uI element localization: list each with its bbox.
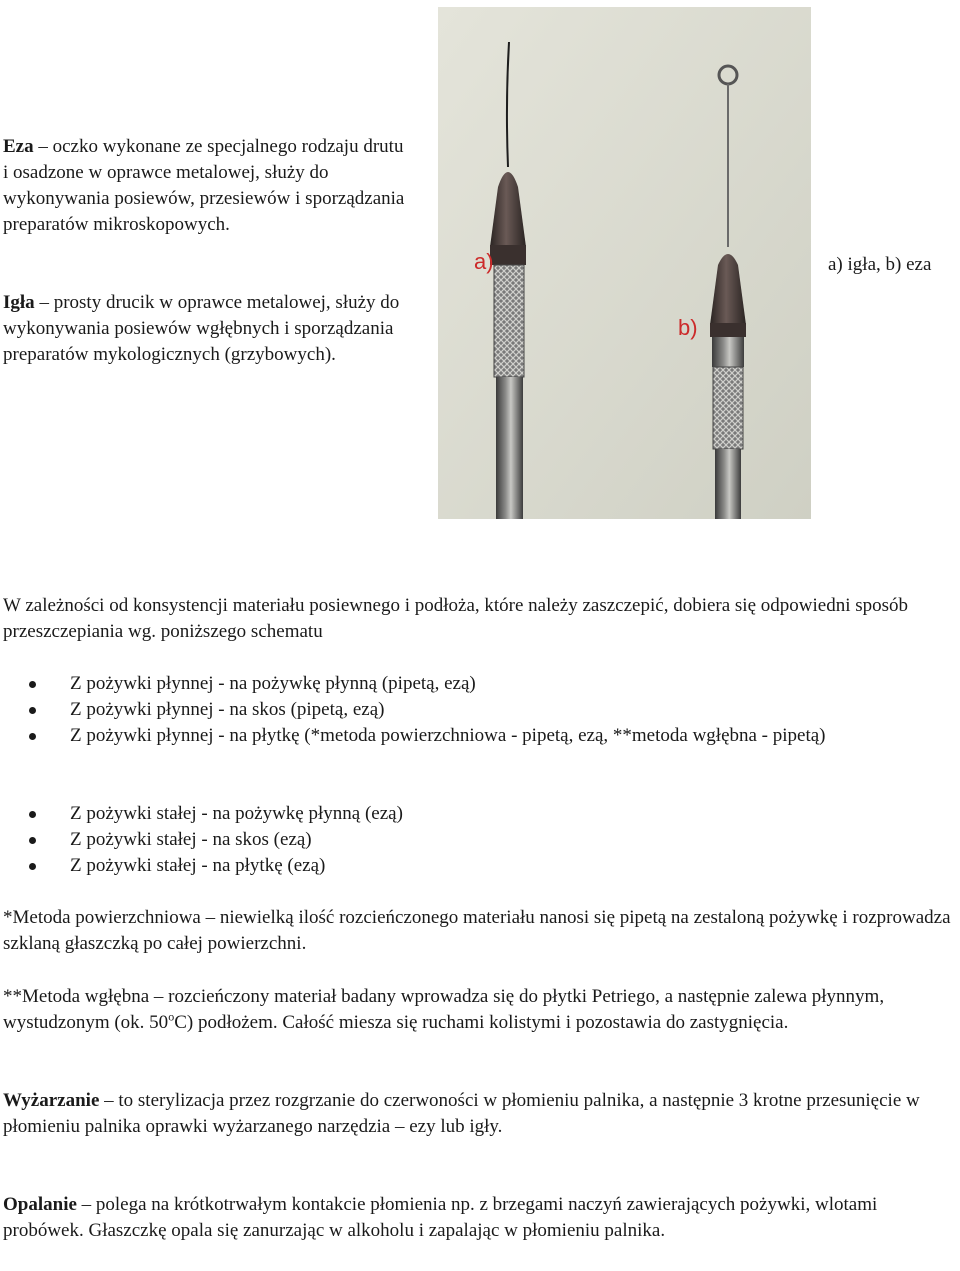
schema-intro-paragraph — [3, 593, 953, 645]
schema-intro-text: W zależności od konsystencji materiału posiewnego i podłoża, które należy zaszczepić, dobiera się odpowiedni sposób przeszczepiania wg. poniższego schematu — [3, 595, 909, 642]
list-item: Z pożywki płynnej - na skos (pipetą, ezą) — [3, 697, 833, 723]
list-item: Z pożywki stałej - na skos (ezą) — [3, 827, 833, 853]
term-wyzarzanie: Wyżarzanie — [3, 1090, 100, 1111]
list-item: Z pożywki stałej - na pożywkę płynną (ezą) — [3, 801, 833, 827]
wyzarzanie-paragraph — [3, 1088, 953, 1140]
list-item: Z pożywki płynnej - na pożywkę płynną (pipetą, ezą) — [3, 671, 833, 697]
needle-and-loop-photo — [438, 7, 811, 519]
wyzarzanie-definition: – to sterylizacja przez rozgrzanie do czerwoności w płomieniu palnika, a następnie 3 krotne przesunięcie w płomieniu palnika oprawki wyżarzanego narzędzia – ezy lub igły. — [3, 1090, 920, 1137]
deep-method-text-start: **Metoda wgłębna – rozcieńczony materiał badany wprowadza się do płytki Petriego, a następnie zalewa płynnym, wystudzonym (ok. 50 — [3, 986, 885, 1033]
deep-method-text-end: C) podłożem. Całość miesza się ruchami kolistymi i pozostawia do zastygnięcia. — [174, 1012, 789, 1033]
deep-method-note — [3, 984, 953, 1036]
opalanie-definition: – polega na krótkotrwałym kontakcie płomienia np. z brzegami naczyń zawierających pożywki, wlotami probówek. Głaszczkę opala się zanurzając w alkoholu i zapalając w płomieniu palnika. — [3, 1194, 878, 1241]
eza-definition: – oczko wykonane ze specjalnego rodzaju drutu i osadzone w oprawce metalowej, służy do wykonywania posiewów, przesiewów i sporządzania preparatów mikroskopowych. — [3, 136, 405, 235]
igla-definition: – prosty drucik w oprawce metalowej, służy do wykonywania posiewów wgłębnych i sporządzania preparatów mykologicznych (grzybowych). — [3, 292, 400, 365]
surface-method-text: *Metoda powierzchniowa – niewielką ilość rozcieńczonego materiału nanosi się pipetą na zestaloną pożywkę i rozprowadza szklaną głaszczką po całej powierzchni. — [3, 907, 951, 954]
solid-medium-list — [3, 801, 833, 879]
term-igla: Igła — [3, 292, 35, 313]
list-item: Z pożywki płynnej - na płytkę (*metoda powierzchniowa - pipetą, ezą, **metoda wgłębna - pipetą) — [3, 723, 833, 749]
figure-caption: a) igła, b) eza — [828, 254, 932, 275]
intro-eza-paragraph — [3, 134, 413, 238]
opalanie-paragraph — [3, 1192, 953, 1244]
label-a: a) — [474, 249, 494, 274]
term-opalanie: Opalanie — [3, 1194, 77, 1215]
intro-igla-paragraph — [3, 290, 423, 368]
degree-superscript: o — [168, 1009, 175, 1024]
liquid-medium-list — [3, 671, 833, 749]
surface-method-note — [3, 905, 953, 957]
list-item: Z pożywki stałej - na płytkę (ezą) — [3, 853, 833, 879]
label-b: b) — [678, 315, 698, 340]
term-eza: Eza — [3, 136, 34, 157]
